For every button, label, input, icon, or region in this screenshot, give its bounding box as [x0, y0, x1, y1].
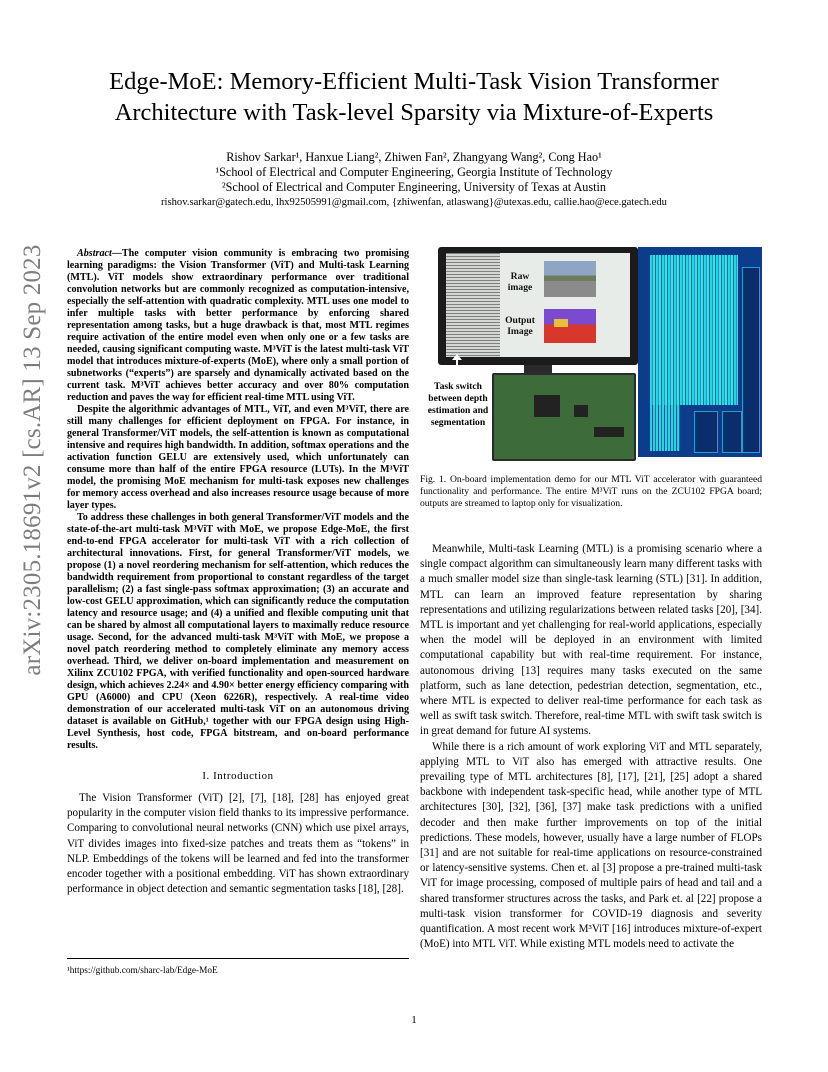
abstract: [67, 248, 409, 752]
resource-map-region-lower: [650, 405, 680, 451]
page-number: 1: [411, 1014, 417, 1026]
abstract-p1: [67, 248, 409, 404]
section-heading-introduction: I. Introduction: [202, 770, 274, 782]
right-paragraph-2: While there is a rich amount of work exploring ViT and MTL separately, applying MTL to ViT also has emerged with attractive results. One prevailing type of MTL architectures [8], [17], [21], [25] adopt a shared backbone with independent task-specific head, while another type of MTL architectures [30], [32], [36], [37] make task predictions with a unified decoder and then make further improvements on top of the initial predictions. These models, however, usually have a large number of FLOPs [31] and are not suitable for real-time applications on resource-constrained or latency-sensitive systems. Chen et. al [3] propose a pre-trained multi-task ViT for image processing, composed of multiple pairs of head and tail and a shared transformer structures across the tasks, and Park et. al [22] propose a multi-task vision transformer for COVID-19 diagnosis and severity quantification. A most recent work M³ViT [16] introduces mixture-of-expert (MoE) into MTL ViT. While existing MTL models need to activate the: [420, 740, 762, 951]
affiliation-2: ²School of Electrical and Computer Engineering, University of Texas at Austin: [221, 180, 607, 194]
left-column: [67, 248, 409, 897]
fpga-chip: [534, 395, 560, 417]
output-image-thumbnail: [544, 309, 596, 343]
laptop-photo: [438, 247, 638, 365]
title-line-2: Architecture with Task-level Sparsity via Mixture-of-Experts: [114, 99, 714, 126]
intro-paragraph-1: The Vision Transformer (ViT) [2], [7], [18], [28] has enjoyed great popularity in the computer vision field thanks to its impressive performance. Comparing to convolutional neural networks (CNN) which use pixel arrays, ViT divides images into fixed-size patches and treats them as “tokens” in NLP. Embeddings of the tokens will be learned and fed into the transformer encoder together with a positional embedding. ViT has shown extraordinary performance in object detection and semantic segmentation tasks [18], [28].: [67, 792, 409, 896]
footnote: [67, 958, 409, 976]
right-paragraph-1: Meanwhile, Multi-task Learning (MTL) is a promising scenario where a single compact algorithm can simultaneously learn many different tasks with a much smaller model size than single-task learning (STL) [31]. In addition, MTL can learn an improved feature representation by sharing representations and utilizing regularizations between related tasks [20], [34]. MTL is important and yet challenging for real-world applications, especially when the model will be deployed in an environment with limited computational capability but with real-time requirement. For instance, autonomous driving [13] requires many tasks executed on the same platform, such as lane detection, pedestrian detection, segmentation, etc., where MTL is expected to deliver real-time performance for each task as well as swift task switch. Therefore, real-time MTL with swift task switch is in great demand for future AI systems.: [420, 543, 762, 738]
author-list: Rishov Sarkar¹, Hanxue Liang², Zhiwen Fan², Zhangyang Wang², Cong Hao¹: [226, 150, 602, 164]
output-image-label: Output Image: [505, 315, 535, 338]
board-connector: [594, 427, 624, 437]
arrow-icon: [456, 359, 458, 381]
terminal-output: [446, 253, 500, 357]
arxiv-stamp-text: arXiv:2305.18691v2 [cs.AR] 13 Sep 2023: [19, 244, 46, 676]
resource-map-region: [650, 255, 738, 405]
abstract-lead: Abstract: [77, 248, 112, 259]
raw-image-label: Raw image: [507, 271, 533, 294]
author-emails: rishov.sarkar@gatech.edu, lhx92505991@gmail.com, {zhiwenfan, atlaswang}@utexas.edu, callie.hao@ece.gatech.edu: [161, 197, 667, 208]
abstract-p1-text: —The computer vision community is embracing two promising learning paradigms: the Vision Transformer (ViT) and Multi-task Learning (MTL). ViT models show extraordinary performance over traditional convolution networks but are commonly recognized as computation-intensive, especially the self-attention with quadratic complexity. MTL uses one model to infer multiple tasks with better performance by enforcing shared representation among tasks, but a huge drawback is that, most MTL regimes require activation of the entire model even when only one or a few tasks are needed, causing significant computing waste. M³ViT is the latest multi-task ViT model that introduces mixture-of-experts (MoE), where only a small portion of subnetworks (“experts”) are sparsely and dynamically activated based on the current task. M³ViT achieves better accuracy and over 80% computation reduction and paves the way for efficient real-time MTL using ViT.: [67, 248, 409, 403]
footnote-text: ¹https://github.com/sharc-lab/Edge-MoE: [67, 966, 218, 976]
abstract-p2: Despite the algorithmic advantages of MTL, ViT, and even M³ViT, there are still many challenges for efficient deployment on FPGA. For instance, in general Transformer/ViT models, the self-attention is known as computational intensive and requires high bandwidth. In addition, softmax operations and the activation function GELU are extensively used, which unfortunately can consume more than half of the entire FPGA resource (LUTs). In the M³ViT model, the promising MoE mechanism for multi-task exposes new challenges for memory access overhead and also increases resource usage because of more layer types.: [67, 404, 409, 511]
figure-caption: Fig. 1. On-board implementation demo for our MTL ViT accelerator with guaranteed functionality and performance. The entire M³ViT runs on the ZCU102 FPGA board; outputs are streamed to laptop only for visualization.: [420, 474, 762, 509]
resource-map-block: [742, 267, 760, 453]
board-component: [574, 405, 588, 417]
fpga-resource-map: [638, 247, 762, 457]
resource-map-block: [694, 411, 718, 453]
arxiv-stamp: [13, 240, 53, 680]
abstract-p3: To address these challenges in both general Transformer/ViT models and the state-of-the-art multi-task M³ViT with MoE, we propose Edge-MoE, the first end-to-end FPGA accelerator for multi-task ViT with a rich collection of architectural innovations. First, for general Transformer/ViT models, we propose (1) a novel reordering mechanism for self-attention, which reduces the bandwidth requirement from proportional to constant regardless of the target parallelism; (2) a fast single-pass softmax approximation; (3) an accurate and low-cost GELU approximation, which can significantly reduce the computation latency and resource usage; and (4) a unified and flexible computing unit that can be shared by almost all computational layers to maximally reduce resource usage. Second, for the advanced multi-task M³ViT with MoE, we propose a novel patch reordering method to completely eliminate any memory access overhead. Third, we deliver on-board implementation and measurement on Xilinx ZCU102 FPGA, with verified functionality and open-sourced hardware design, which achieves 2.24× and 4.90× better energy efficiency comparing with GPU (A6000) and CPU (Xeon 6226R), respectively. A real-time video demonstration of our accelerated multi-task ViT on an autonomous driving dataset is available on GitHub,¹ together with our FPGA design using High-Level Synthesis, host code, FPGA bitstream, and on-board performance results.: [67, 512, 409, 751]
title-line-1: Edge-MoE: Memory-Efficient Multi-Task Vision Transformer: [109, 68, 719, 95]
resource-map-block: [722, 411, 742, 453]
right-column-text: [420, 542, 762, 952]
fpga-board: [492, 373, 636, 461]
raw-image-thumbnail: [544, 261, 596, 297]
affiliation-1: ¹School of Electrical and Computer Engineering, Georgia Institute of Technology: [215, 165, 613, 179]
task-switch-label: Task switch between depth estimation and segmentation: [427, 381, 489, 428]
author-block: [40, 150, 788, 210]
paper-title: [40, 66, 788, 128]
figure-1: [427, 247, 762, 457]
